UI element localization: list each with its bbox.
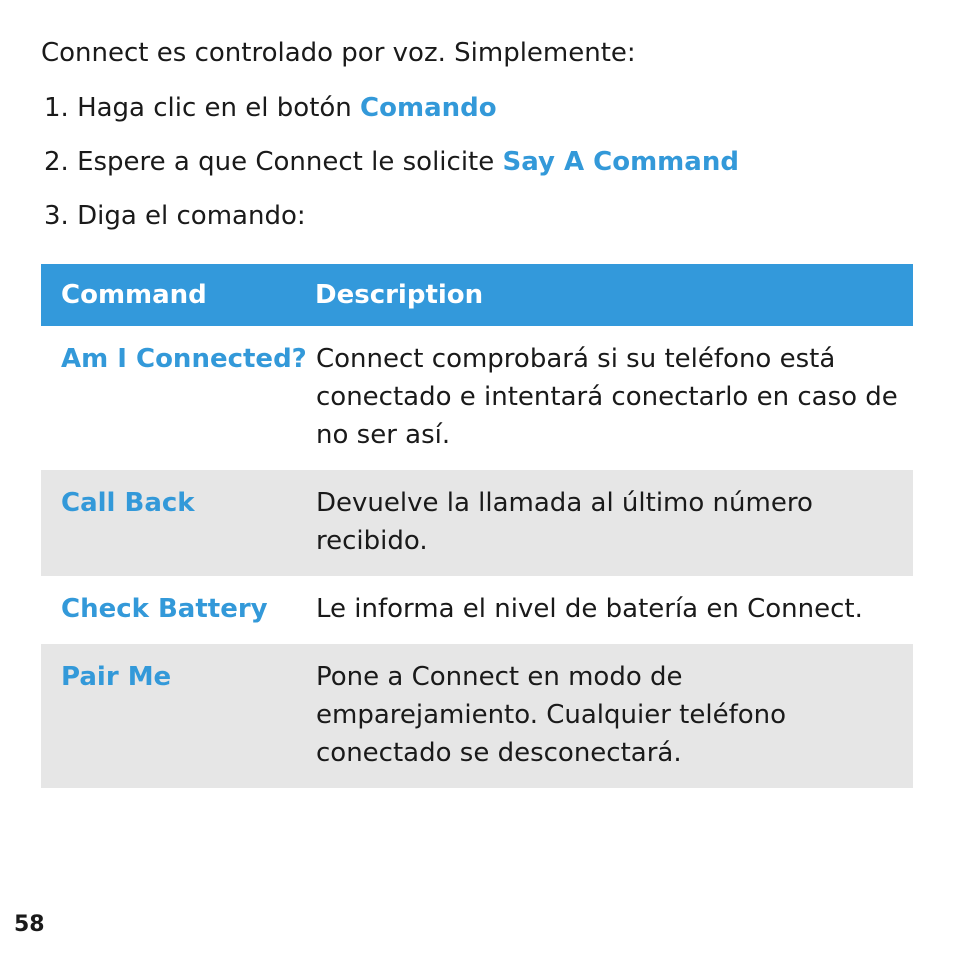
description-cell: Devuelve la llamada al último número recibido. [315,470,913,576]
command-cell: Am I Connected? [61,344,307,374]
command-cell: Call Back [41,470,315,576]
step-text: 3. Diga el comando: [44,201,306,231]
table-row [41,576,913,644]
step-item [44,89,739,143]
step-highlight: Comando [360,93,497,123]
step-item [44,143,739,197]
table-row [41,470,913,576]
intro-text: Connect es controlado por voz. Simplemente: [41,38,636,68]
step-text: 2. Espere a que Connect le solicite [44,147,503,177]
table-row [41,644,913,788]
step-item [44,197,739,251]
page-number: 58 [14,912,45,937]
command-cell: Pair Me [41,644,315,788]
step-text: 1. Haga clic en el botón [44,93,361,123]
description-cell: Le informa el nivel de batería en Connect. [316,594,863,624]
table-row [41,326,913,470]
header-command: Command [41,264,315,326]
description-cell: Connect comprobará si su teléfono está conectado e intentará conectarlo en caso de no ser así. [316,344,898,450]
command-cell: Check Battery [61,594,268,624]
description-cell: Pone a Connect en modo de emparejamiento. Cualquier teléfono conectado se desconectará. [315,644,913,788]
steps-list [44,89,739,251]
table-header-row [41,264,913,326]
header-description: Description [315,264,913,326]
command-table [41,264,913,788]
step-highlight: Say A Command [502,147,739,177]
